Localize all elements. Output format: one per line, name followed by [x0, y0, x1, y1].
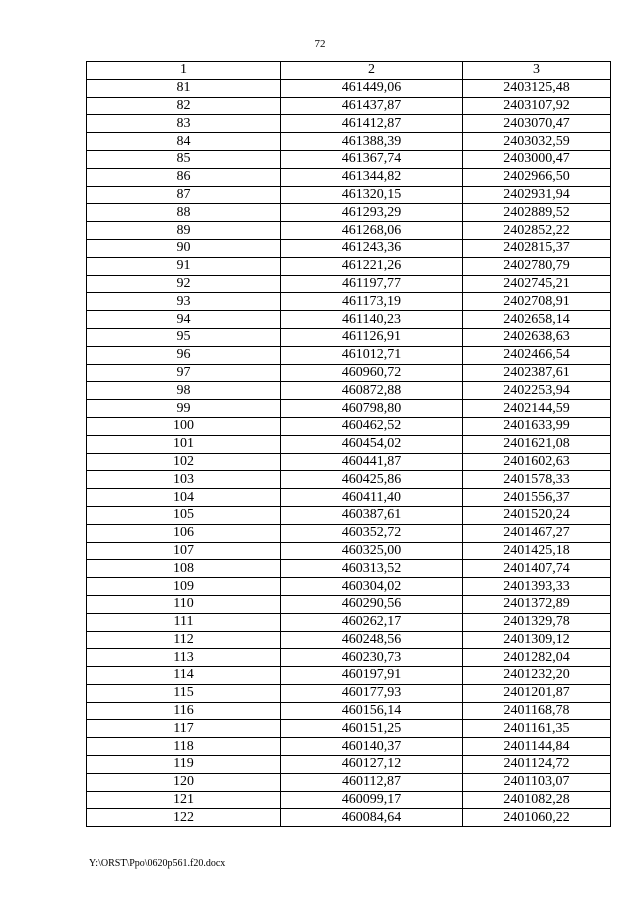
x-coordinate-cell: 460177,93 [281, 684, 463, 702]
table-row [87, 578, 611, 596]
table-row [87, 720, 611, 738]
point-number-cell: 87 [87, 186, 281, 204]
point-number-cell: 105 [87, 506, 281, 524]
table-row [87, 702, 611, 720]
y-coordinate-cell: 2402658,14 [463, 311, 611, 329]
table-row [87, 417, 611, 435]
coordinates-table [86, 61, 611, 827]
point-number-cell: 89 [87, 222, 281, 240]
x-coordinate-cell: 460960,72 [281, 364, 463, 382]
x-coordinate-cell: 461012,71 [281, 346, 463, 364]
y-coordinate-cell: 2402852,22 [463, 222, 611, 240]
y-coordinate-cell: 2401144,84 [463, 738, 611, 756]
y-coordinate-cell: 2401425,18 [463, 542, 611, 560]
table-row [87, 293, 611, 311]
table-row [87, 506, 611, 524]
table-row [87, 595, 611, 613]
y-coordinate-cell: 2401578,33 [463, 471, 611, 489]
table-row [87, 275, 611, 293]
y-coordinate-cell: 2402708,91 [463, 293, 611, 311]
point-number-cell: 113 [87, 649, 281, 667]
x-coordinate-cell: 460262,17 [281, 613, 463, 631]
point-number-cell: 98 [87, 382, 281, 400]
point-number-cell: 88 [87, 204, 281, 222]
x-coordinate-cell: 460112,87 [281, 773, 463, 791]
y-coordinate-cell: 2401556,37 [463, 489, 611, 507]
y-coordinate-cell: 2401282,04 [463, 649, 611, 667]
point-number-cell: 107 [87, 542, 281, 560]
table-row [87, 613, 611, 631]
x-coordinate-cell: 460140,37 [281, 738, 463, 756]
x-coordinate-cell: 461320,15 [281, 186, 463, 204]
page-number: 72 [314, 38, 326, 50]
table-row [87, 560, 611, 578]
y-coordinate-cell: 2401103,07 [463, 773, 611, 791]
y-coordinate-cell: 2401621,08 [463, 435, 611, 453]
x-coordinate-cell: 460441,87 [281, 453, 463, 471]
table-row [87, 489, 611, 507]
point-number-cell: 99 [87, 400, 281, 418]
table-row [87, 809, 611, 827]
y-coordinate-cell: 2401201,87 [463, 684, 611, 702]
y-coordinate-cell: 2401124,72 [463, 756, 611, 774]
point-number-cell: 90 [87, 239, 281, 257]
point-number-cell: 104 [87, 489, 281, 507]
table-row [87, 773, 611, 791]
point-number-cell: 115 [87, 684, 281, 702]
x-coordinate-cell: 461197,77 [281, 275, 463, 293]
x-coordinate-cell: 460411,40 [281, 489, 463, 507]
table-row [87, 382, 611, 400]
table-body [87, 79, 611, 826]
x-coordinate-cell: 460230,73 [281, 649, 463, 667]
point-number-cell: 82 [87, 97, 281, 115]
document-file-path: Y:\ORST\Ppo\0620p561.f20.docx [89, 858, 226, 869]
x-coordinate-cell: 461388,39 [281, 133, 463, 151]
x-coordinate-cell: 461221,26 [281, 257, 463, 275]
table-row [87, 186, 611, 204]
x-coordinate-cell: 460387,61 [281, 506, 463, 524]
point-number-cell: 102 [87, 453, 281, 471]
x-coordinate-cell: 461344,82 [281, 168, 463, 186]
column-header-3: 3 [463, 62, 611, 80]
y-coordinate-cell: 2401329,78 [463, 613, 611, 631]
y-coordinate-cell: 2401520,24 [463, 506, 611, 524]
table-row [87, 328, 611, 346]
y-coordinate-cell: 2401082,28 [463, 791, 611, 809]
x-coordinate-cell: 461173,19 [281, 293, 463, 311]
y-coordinate-cell: 2401232,20 [463, 667, 611, 685]
point-number-cell: 100 [87, 417, 281, 435]
x-coordinate-cell: 460248,56 [281, 631, 463, 649]
x-coordinate-cell: 461140,23 [281, 311, 463, 329]
y-coordinate-cell: 2401407,74 [463, 560, 611, 578]
table-row [87, 133, 611, 151]
column-header-2: 2 [281, 62, 463, 80]
point-number-cell: 92 [87, 275, 281, 293]
table-row [87, 257, 611, 275]
point-number-cell: 114 [87, 667, 281, 685]
x-coordinate-cell: 461449,06 [281, 79, 463, 97]
point-number-cell: 96 [87, 346, 281, 364]
table-row [87, 204, 611, 222]
x-coordinate-cell: 460454,02 [281, 435, 463, 453]
y-coordinate-cell: 2401168,78 [463, 702, 611, 720]
table-row [87, 524, 611, 542]
table-row [87, 684, 611, 702]
table-row [87, 667, 611, 685]
point-number-cell: 109 [87, 578, 281, 596]
x-coordinate-cell: 460099,17 [281, 791, 463, 809]
table-row [87, 471, 611, 489]
y-coordinate-cell: 2402815,37 [463, 239, 611, 257]
table-row [87, 542, 611, 560]
point-number-cell: 116 [87, 702, 281, 720]
point-number-cell: 86 [87, 168, 281, 186]
x-coordinate-cell: 461293,29 [281, 204, 463, 222]
table-row [87, 311, 611, 329]
column-header-1: 1 [87, 62, 281, 80]
table-row [87, 168, 611, 186]
table-row [87, 649, 611, 667]
y-coordinate-cell: 2403107,92 [463, 97, 611, 115]
point-number-cell: 108 [87, 560, 281, 578]
y-coordinate-cell: 2403032,59 [463, 133, 611, 151]
point-number-cell: 112 [87, 631, 281, 649]
table-row [87, 79, 611, 97]
x-coordinate-cell: 460425,86 [281, 471, 463, 489]
point-number-cell: 111 [87, 613, 281, 631]
point-number-cell: 106 [87, 524, 281, 542]
x-coordinate-cell: 461268,06 [281, 222, 463, 240]
table-row [87, 150, 611, 168]
y-coordinate-cell: 2401633,99 [463, 417, 611, 435]
y-coordinate-cell: 2402745,21 [463, 275, 611, 293]
y-coordinate-cell: 2401060,22 [463, 809, 611, 827]
table-row [87, 435, 611, 453]
y-coordinate-cell: 2401309,12 [463, 631, 611, 649]
x-coordinate-cell: 461243,36 [281, 239, 463, 257]
table-row [87, 222, 611, 240]
point-number-cell: 85 [87, 150, 281, 168]
table-row [87, 756, 611, 774]
x-coordinate-cell: 461412,87 [281, 115, 463, 133]
x-coordinate-cell: 460084,64 [281, 809, 463, 827]
x-coordinate-cell: 460872,88 [281, 382, 463, 400]
y-coordinate-cell: 2402931,94 [463, 186, 611, 204]
point-number-cell: 121 [87, 791, 281, 809]
x-coordinate-cell: 460462,52 [281, 417, 463, 435]
point-number-cell: 97 [87, 364, 281, 382]
y-coordinate-cell: 2402966,50 [463, 168, 611, 186]
point-number-cell: 81 [87, 79, 281, 97]
x-coordinate-cell: 460325,00 [281, 542, 463, 560]
y-coordinate-cell: 2402638,63 [463, 328, 611, 346]
table-header-row [87, 62, 611, 80]
point-number-cell: 101 [87, 435, 281, 453]
y-coordinate-cell: 2402253,94 [463, 382, 611, 400]
x-coordinate-cell: 460127,12 [281, 756, 463, 774]
x-coordinate-cell: 460156,14 [281, 702, 463, 720]
x-coordinate-cell: 461437,87 [281, 97, 463, 115]
y-coordinate-cell: 2401372,89 [463, 595, 611, 613]
table-row [87, 115, 611, 133]
y-coordinate-cell: 2401602,63 [463, 453, 611, 471]
y-coordinate-cell: 2402466,54 [463, 346, 611, 364]
y-coordinate-cell: 2401467,27 [463, 524, 611, 542]
point-number-cell: 95 [87, 328, 281, 346]
table-row [87, 453, 611, 471]
y-coordinate-cell: 2401393,33 [463, 578, 611, 596]
table-row [87, 738, 611, 756]
y-coordinate-cell: 2402780,79 [463, 257, 611, 275]
x-coordinate-cell: 460197,91 [281, 667, 463, 685]
point-number-cell: 83 [87, 115, 281, 133]
point-number-cell: 118 [87, 738, 281, 756]
table-row [87, 791, 611, 809]
x-coordinate-cell: 461367,74 [281, 150, 463, 168]
y-coordinate-cell: 2401161,35 [463, 720, 611, 738]
table-row [87, 631, 611, 649]
y-coordinate-cell: 2402889,52 [463, 204, 611, 222]
x-coordinate-cell: 460798,80 [281, 400, 463, 418]
table-row [87, 346, 611, 364]
x-coordinate-cell: 460304,02 [281, 578, 463, 596]
point-number-cell: 122 [87, 809, 281, 827]
point-number-cell: 119 [87, 756, 281, 774]
point-number-cell: 110 [87, 595, 281, 613]
point-number-cell: 117 [87, 720, 281, 738]
y-coordinate-cell: 2403000,47 [463, 150, 611, 168]
point-number-cell: 103 [87, 471, 281, 489]
point-number-cell: 93 [87, 293, 281, 311]
y-coordinate-cell: 2403125,48 [463, 79, 611, 97]
point-number-cell: 94 [87, 311, 281, 329]
x-coordinate-cell: 460151,25 [281, 720, 463, 738]
x-coordinate-cell: 460313,52 [281, 560, 463, 578]
point-number-cell: 91 [87, 257, 281, 275]
x-coordinate-cell: 460352,72 [281, 524, 463, 542]
point-number-cell: 84 [87, 133, 281, 151]
table-row [87, 239, 611, 257]
table-row [87, 97, 611, 115]
y-coordinate-cell: 2402387,61 [463, 364, 611, 382]
table-row [87, 400, 611, 418]
y-coordinate-cell: 2402144,59 [463, 400, 611, 418]
x-coordinate-cell: 461126,91 [281, 328, 463, 346]
table-row [87, 364, 611, 382]
y-coordinate-cell: 2403070,47 [463, 115, 611, 133]
point-number-cell: 120 [87, 773, 281, 791]
x-coordinate-cell: 460290,56 [281, 595, 463, 613]
